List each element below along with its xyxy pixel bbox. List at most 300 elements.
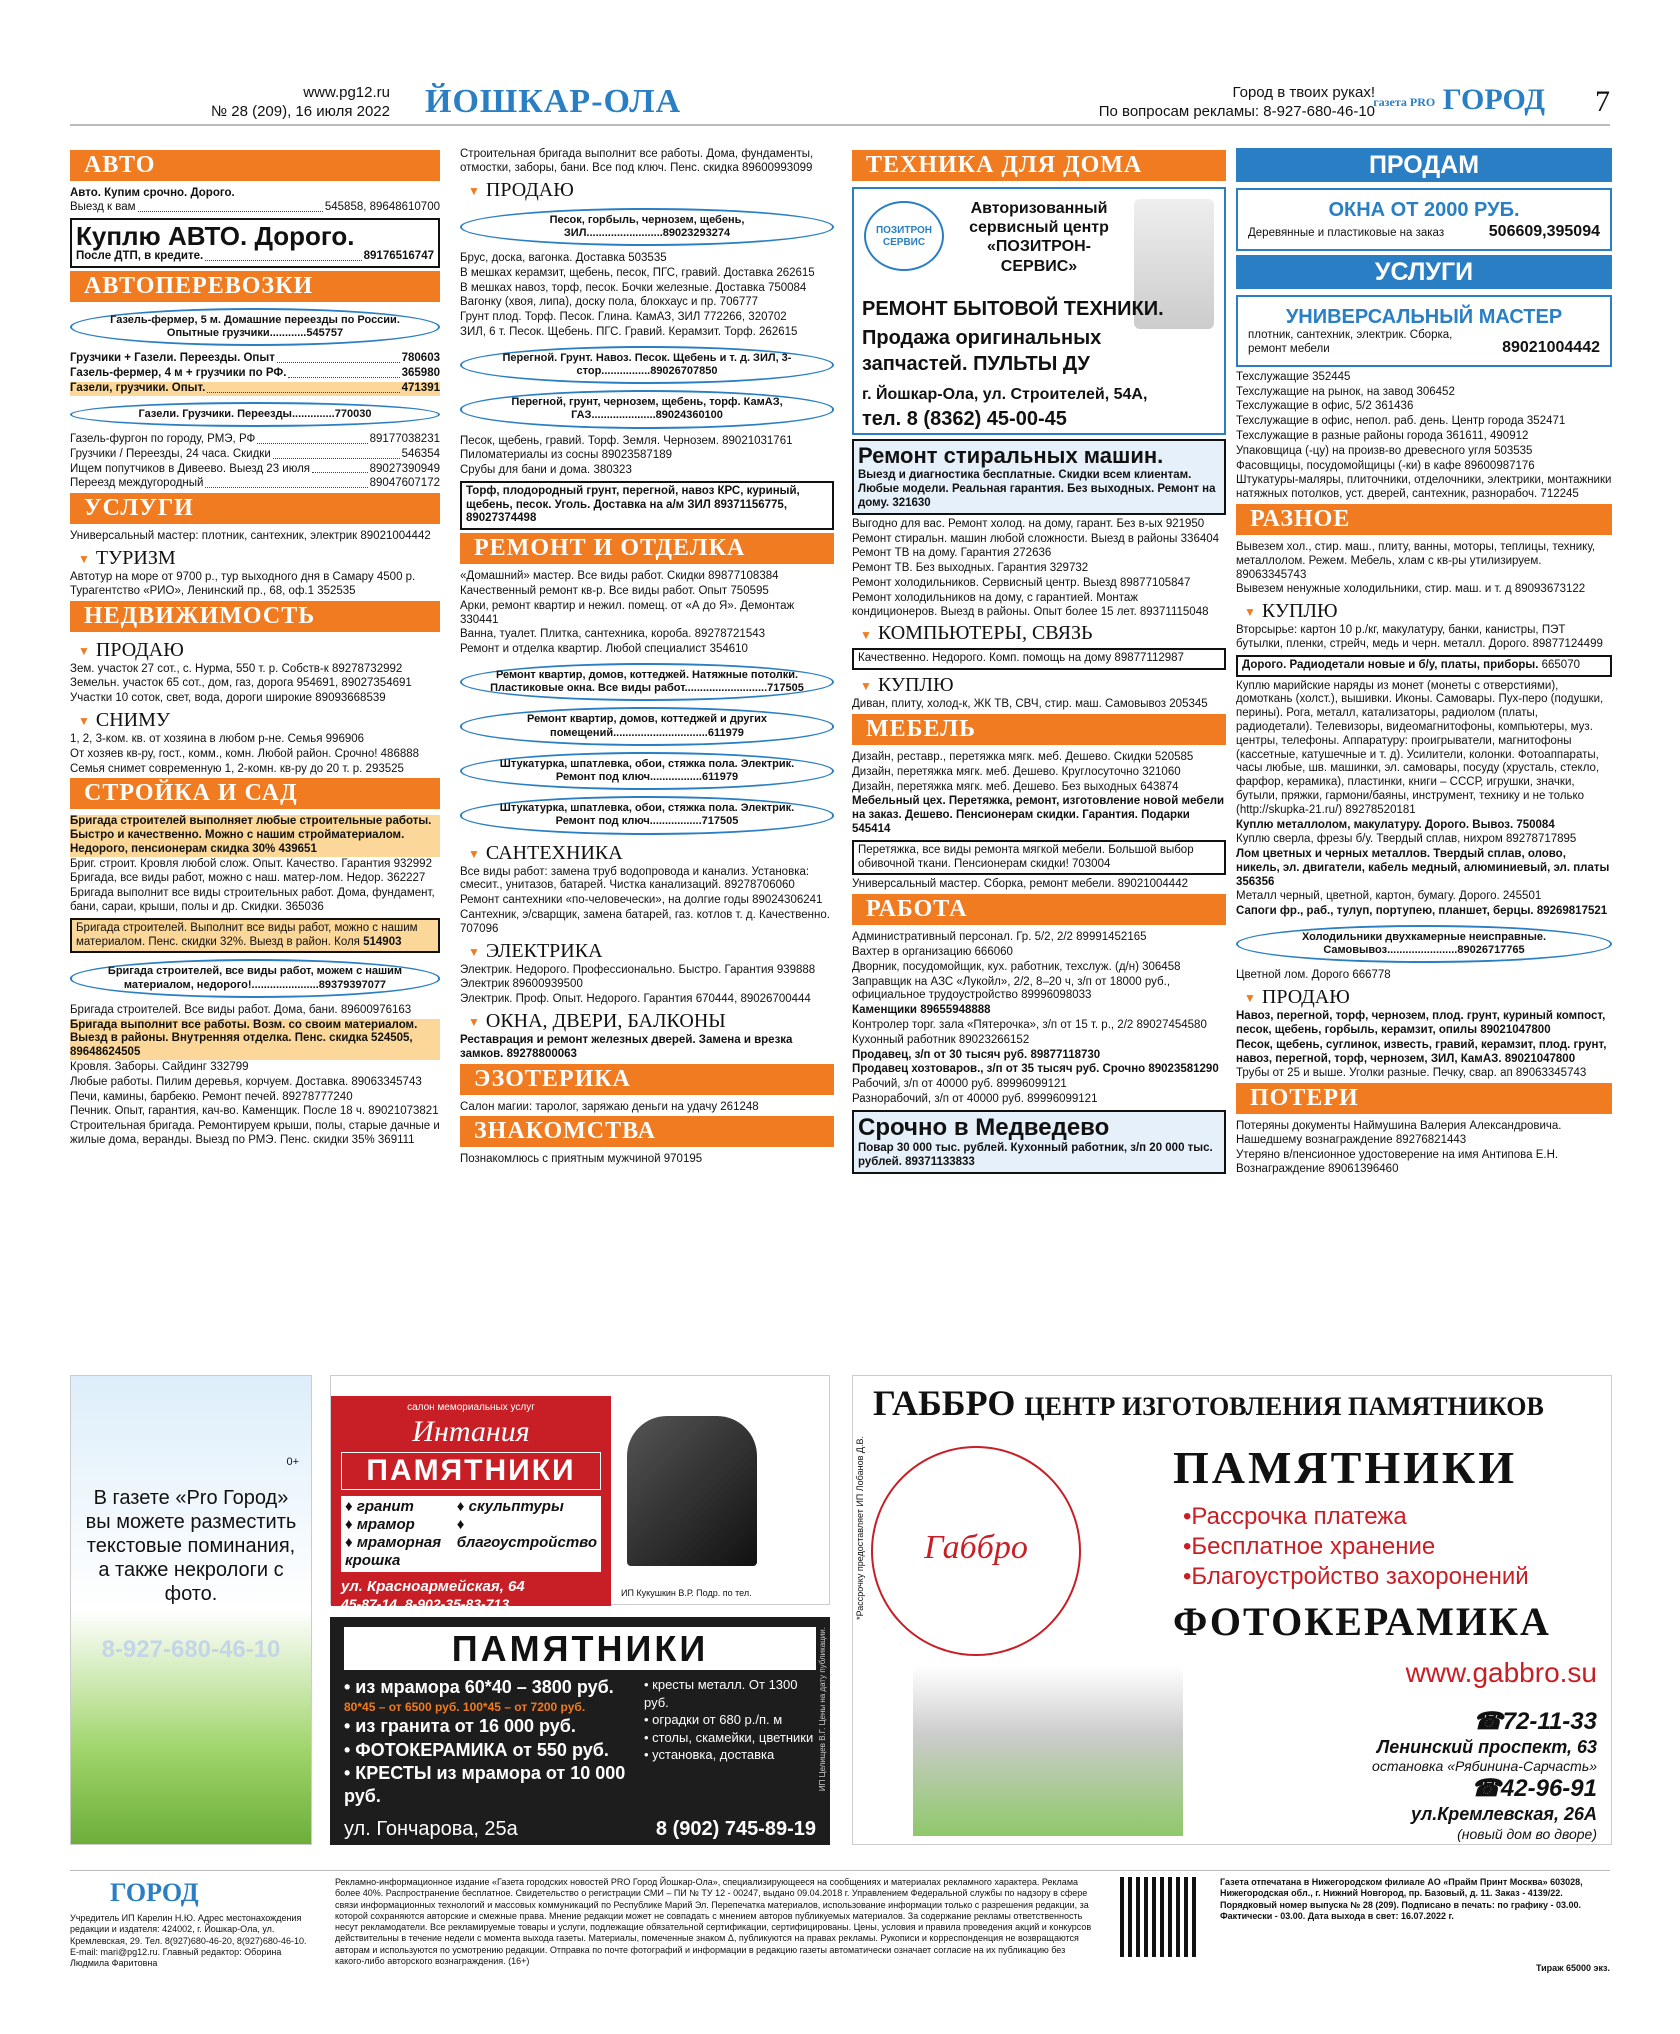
ad-phone: 921950 — [1165, 517, 1205, 530]
classified-ad — [460, 148, 834, 176]
gabbro-seal: Габбро — [871, 1446, 1081, 1656]
footer-legal: Рекламно-информационное издание «Газета городских новостей PRO Город Йошкар-Ола», специализирующееся на сообщениях и материалах рекламного характера. Реклама более 40%. Распространение бесплатное. Свидетельство о регистрации СМИ – ПИ № ТУ 12 - 00247, выдано 09.04.2018 г. Управлением Федеральной службы по надзору в сфере связи информационных технологий и массовых коммуникаций по Республике Марий Эл. Перепечатка материалов, использование информации только с разрешения редакции, за которой сохраняются авторские и смежные права. Мнение редакции может не совпадать с мнением авторов публикуемых материалов. За содержание рекламы ответственность несут рекламодатели. Все рекламируемые товары и услуги, подлежащие обязательной сертификации, сертифицированы. Цены, условия и правила проведения акций и конкурсов действительны в течение недели с момента выхода газеты. Материалы, помеченные знаком Δ, публикуются на правах рекламы. Рукописи и корреспонденция не возвращаются авторам и используются по усмотрению редакции. Отправка по почте фотографий и информации в редакцию газеты автоматически означает согласие на их публикацию без какого-либо авторского вознаграждения. (16+) — [335, 1877, 1092, 1966]
ad-text: Газель-фургон по городу, РМЭ, РФ — [70, 432, 256, 445]
oval-ad: Газели. Грузчики. Переезды..............770030 — [70, 402, 440, 427]
classified-ad — [852, 577, 1226, 591]
ad-phone: 89600976163 — [340, 1003, 412, 1016]
ad-text: Ремонт ТВ. Без выходных. Гарантия — [852, 562, 1047, 575]
pozitron-address: г. Йошкар-Ола, ул. Строителей, 54А, — [862, 386, 1148, 403]
oval-ad: Песок, горбыль, чернозем, щебень, ЗИЛ.........................89023293274 — [460, 208, 834, 246]
classified-ad — [460, 643, 834, 657]
ad-phone: 261248 — [720, 1100, 759, 1113]
ad-text: Бригада, все виды работ, можно с наш. матер-лом. Недор. — [70, 872, 384, 885]
ad-phone: 439651 — [278, 842, 317, 855]
classified-ad — [852, 946, 1226, 960]
classified-ad — [1236, 819, 1612, 833]
classified-ad — [460, 267, 834, 281]
classified-ad — [852, 931, 1226, 945]
classified-ad — [70, 887, 440, 915]
ad-phone: 45-87-14, 8-902-35-83-713 — [341, 1596, 510, 1612]
classified-ad — [1236, 541, 1612, 582]
intaliya-ad — [330, 1375, 830, 1612]
ad-phone: 89027454580 — [1136, 1018, 1207, 1031]
classified-ad — [70, 1004, 440, 1018]
ad-phone: 666778 — [1352, 969, 1391, 982]
ad-text: Газель-фермер, 4 м + грузчики по РФ. — [70, 367, 287, 380]
ad-phone: 545858, 89648610700 — [324, 200, 440, 213]
ad-text: Любые работы. Пилим деревья, корчуем. Доставка. — [70, 1075, 349, 1088]
ad-phone: 89278777240 — [282, 1090, 353, 1103]
classified-ad — [852, 961, 1226, 975]
pozitron-sales: Продажа оригинальных запчастей. ПУЛЬТЫ ДУ — [862, 327, 1102, 375]
ad-address: ул. Гончарова, 25а — [344, 1817, 518, 1840]
classified-ad — [460, 1153, 834, 1167]
ad-phone: 89063345743 — [1236, 568, 1307, 581]
ad-phone: 89023587189 — [601, 449, 672, 462]
ad-headline: ПАМЯТНИКИ — [344, 1627, 816, 1670]
ad-text: Административный персонал. Гр. 5/2, 2/2 — [852, 931, 1073, 944]
classified-ad — [852, 1078, 1226, 1092]
page-number: 7 — [1595, 85, 1610, 118]
ad-phone: 750595 — [730, 585, 769, 598]
pozitron-title: Авторизованный сервисный центр «ПОЗИТРОН-СЕРВИС» — [969, 200, 1109, 275]
ad-text: Кухонный работник — [852, 1033, 956, 1046]
classified-ad — [460, 252, 834, 266]
ad-text: Пиломатериалы из сосны — [460, 449, 599, 462]
ad-bullet: • из мрамора 60*40 – 3800 руб. — [344, 1677, 614, 1698]
classified-ad — [852, 795, 1226, 836]
pozitron-service: РЕМОНТ БЫТОВОЙ ТЕХНИКИ. — [862, 298, 1164, 320]
ad-text: Вахтер в организацию — [852, 945, 972, 958]
classified-ad — [70, 1105, 440, 1119]
ad-phone: 707096 — [460, 922, 499, 935]
ad-text: Строительная бригада. Ремонтируем крыши, полы, старые дачные и жилые дома, веранды. Выезд по РМЭ. Пенс. скидки 35% — [70, 1120, 440, 1147]
ad-bullet: ♦ гранит — [345, 1498, 414, 1515]
subsection-okna: ▼ ОКНА, ДВЕРИ, БАЛКОНЫ — [460, 1009, 834, 1033]
ad-phone: 89600987176 — [1464, 459, 1535, 472]
ad-headline: Куплю АВТО. Дорого. — [76, 220, 355, 251]
ad-text: Дорого. Радиодетали новые и б/у, платы, приборы. — [1242, 658, 1539, 671]
classified-ad — [70, 433, 440, 447]
ad-phone: 321060 — [1142, 765, 1181, 778]
ad-text: В мешках навоз, торф, песок. Бочки железные. Доставка — [460, 281, 765, 294]
ad-phone: 380323 — [593, 464, 632, 477]
ad-text: Лом цветных и черных металлов. Твердый сплав, олово, никель, эл. двигатели, кабель медный, алюминиевый, эл. платы — [1236, 848, 1610, 874]
gonch-pamyatniki-ad — [330, 1617, 830, 1845]
ad-phone: 666060 — [974, 945, 1013, 958]
ad-headline: УНИВЕРСАЛЬНЫЙ МАСТЕР — [1285, 306, 1563, 329]
header-meta — [120, 84, 390, 122]
subsection-prodayu: ▼ ПРОДАЮ — [1236, 985, 1612, 1009]
ad-text: Электрик — [460, 978, 510, 991]
ad-phone: 262615 — [776, 266, 815, 279]
subsection-kuplu: ▼ КУПЛЮ — [1236, 599, 1612, 623]
ad-phone: 89023581290 — [1148, 1063, 1219, 1076]
ad-phone: 780603 — [401, 352, 440, 365]
ad-text: Универсальный мастер. Сборка, ремонт мебели. — [852, 878, 1115, 891]
promo-phone: 8-927-680-46-10 — [101, 1636, 281, 1663]
page-header — [70, 82, 1610, 126]
classified-ad — [852, 592, 1226, 620]
classified-ad — [460, 909, 834, 937]
ad-text: Куплю сверла, фрезы б/у. Твердый сплав, нихром — [1236, 833, 1503, 846]
ad-phone: 89176516747 — [363, 250, 434, 263]
subsection-kuplu: ▼ КУПЛЮ — [852, 673, 1226, 697]
classified-ad — [460, 449, 834, 463]
ad-address: остановка «Рябинина-Сарчасть» — [1372, 1758, 1597, 1775]
ad-phone: 352535 — [317, 584, 356, 597]
ad-text: Грузчики + Газели. Переезды. Опыт — [70, 352, 275, 365]
classified-ad — [460, 993, 834, 1007]
ad-phone: 89278800063 — [506, 1047, 577, 1060]
ad-text: Срубы для бани и дома. — [460, 464, 591, 477]
uslugi-header: УСЛУГИ — [1236, 255, 1612, 289]
ad-text: Грунт плод. Торф. Песок. Глина. КамАЗ, ЗИЛ — [460, 311, 701, 324]
ad-text: Диван, плиту, холод-к, ЖК ТВ, СВЧ, стир. маш. Самовывоз — [852, 698, 1167, 711]
ad-text: Дворник, посудомойщик, кух. работник, техслуж. (д/н) — [852, 960, 1139, 973]
prodam-header: ПРОДАМ — [1236, 148, 1612, 182]
classified-ad — [852, 1019, 1226, 1033]
ad-headline: ПАМЯТНИКИ — [341, 1452, 601, 1490]
salon-label: салон мемориальных услуг — [407, 1402, 535, 1413]
classified-ad — [70, 448, 440, 462]
gabbro-ad — [852, 1375, 1612, 1845]
ad-text: плотник, сантехник, электрик. Сборка, ремонт мебели — [1248, 329, 1453, 355]
ad-text: Кровля. Заборы. Сайдинг — [70, 1061, 207, 1074]
ad-text: Выгодно для вас. Ремонт холод. на дому, гарант. Без в-ых — [852, 517, 1163, 530]
ad-text: Ищем попутчиков в Дивеево. Выезд 23 июля — [70, 462, 311, 475]
ad-text: Ванна, туалет. Плитка, сантехника, короба. — [460, 628, 692, 641]
section-stroyka: СТРОЙКА И САД — [70, 778, 440, 809]
ad-text: Песок, щебень, суглинок, известь, гравий, керамзит, плод. грунт, навоз, перегной, торф, чернозем, ЗИЛ, КамАЗ. — [1236, 1038, 1607, 1065]
ad-text: От хозяев кв-ру, гост., комм., комн. Любой район. Срочно! — [70, 747, 378, 760]
ad-address: Ленинский проспект, 63 — [1376, 1736, 1597, 1757]
classified-ad — [852, 533, 1226, 547]
ad-phone: 89877118730 — [1030, 1048, 1101, 1061]
ad-phone: 670444, 89026700444 — [695, 993, 811, 1006]
ad-phone: 750084 — [767, 281, 807, 294]
ad-phone: 365036 — [285, 901, 324, 914]
gabbro-tagline: ЦЕНТР ИЗГОТОВЛЕНИЯ ПАМЯТНИКОВ — [1024, 1392, 1544, 1421]
oval-ad: Штукатурка, шпатлевка, обои, стяжка пола. Электрик. Ремонт под ключ.................611979 — [460, 752, 834, 790]
ad-phone: 89093673122 — [1514, 583, 1586, 596]
ad-text: Упаковщица (-цу) на произв-во древесного угля — [1236, 444, 1491, 457]
ad-text: Выезд и диагностика бесплатные. Скидки всем клиентам. Любые модели. Реальная гарантия. Без выходных. Ремонт на дому. — [858, 469, 1216, 509]
classified-ad — [460, 964, 834, 978]
classified-ad — [70, 733, 440, 747]
ad-phone: 352445 — [1312, 370, 1351, 383]
ad-disclaimer: *Рассрочку предоставляет ИП Лобанов Д.В. — [855, 1436, 865, 1620]
ad-phone: 89024306241 — [752, 894, 823, 907]
classified-ad — [460, 311, 834, 325]
ad-text: Ремонт сантехники «по-человечески», на долгие годы — [460, 894, 749, 907]
pozitron-ad — [852, 187, 1226, 435]
section-perevozki: АВТОПЕРЕВОЗКИ — [70, 271, 440, 302]
ad-text: Автотур на море от 9700 р., тур выходного дня в Самару 4500 р. Турагентство «РИО», Ленинский пр., 68, оф.1 — [70, 570, 416, 597]
classified-ad — [460, 1034, 834, 1062]
salon-name: Интания — [412, 1415, 530, 1448]
section-mebel: МЕБЕЛЬ — [852, 714, 1226, 745]
ad-bullet: • кресты металл. От 1300 руб. — [644, 1677, 798, 1710]
ad-bullet: • столы, скамейки, цветники — [644, 1729, 814, 1745]
ad-bullet: ♦ мраморная крошка — [345, 1534, 442, 1569]
classified-ad — [70, 463, 440, 477]
ad-text: Повар 30 000 тыс. рублей. Кухонный работник, з/п 20 000 тыс. рублей. — [858, 1142, 1213, 1169]
classified-ad — [460, 570, 834, 584]
ad-text: Техслужащие — [1236, 370, 1309, 383]
ad-text: Электрик. Проф. Опыт. Недорого. Гарантия — [460, 993, 693, 1006]
classified-ad — [1236, 848, 1612, 889]
classified-ad — [1236, 415, 1612, 429]
ad-phone: 89093668539 — [315, 692, 386, 705]
classified-ad — [70, 748, 440, 762]
ad-phone: 89269817521 — [1536, 905, 1608, 918]
classified-ad — [460, 296, 834, 310]
section-rabota: РАБОТА — [852, 894, 1226, 925]
ad-phone: 506609,395094 — [1488, 223, 1600, 240]
promo-text: В газете «Pro Город» вы можете разместить текстовые поминания, а также некрологи с фото. — [85, 1487, 297, 1605]
ad-text: Все виды работ: замена труб водопровода и канализ. Установка: смесит., унитазов, батарей. Чистка канализаций. — [460, 865, 810, 892]
classified-ad — [1236, 445, 1612, 459]
classified-ad — [852, 766, 1226, 780]
ad-phone: 356356 — [1236, 875, 1275, 888]
ad-address: ул. Красноармейская, 64 — [341, 1578, 525, 1595]
boxed-ad — [852, 648, 1226, 670]
ad-phone: 369111 — [377, 1134, 415, 1147]
ad-text: Универсальный мастер: плотник, сантехник, электрик — [70, 530, 358, 543]
ad-phone: ☎72-11-33 — [1472, 1708, 1597, 1735]
ad-phone: 89278732992 — [331, 662, 403, 675]
ad-text: Дизайн, реставр., перетяжка мягк. меб. Дешево. Скидки — [852, 750, 1152, 763]
ad-text: Бриг. строит. Кровля любой слож. Опыт. Качество. Гарантия — [70, 857, 391, 870]
ad-phone: 262615 — [759, 325, 798, 338]
ad-text: Бригада строителей. Выполнит все виды работ, можно с нашим материалом. Пенс. скидки 32%. Выезд в район. Коля — [76, 921, 418, 948]
ad-text: Газели, грузчики. Опыт. — [70, 381, 206, 394]
okna-ad — [1236, 188, 1612, 251]
classified-ad — [852, 547, 1226, 561]
classified-ad — [70, 382, 440, 396]
ad-text: Вагонку (хвоя, липа), доску пола, блокхаус и пр. — [460, 296, 717, 309]
qr-code — [1120, 1877, 1200, 1957]
ad-address: ул.Кремлевская, 26А — [1411, 1803, 1597, 1824]
ad-bullet: • установка, доставка — [644, 1747, 775, 1763]
ad-phone: 89278520181 — [1345, 803, 1416, 816]
ad-phone: 336404 — [1180, 532, 1220, 545]
boxed-ad — [70, 918, 440, 954]
master-ad — [1236, 295, 1612, 367]
ad-phone: 361436 — [1374, 400, 1414, 413]
ad-site[interactable]: www.gabbro.su — [1405, 1657, 1597, 1688]
ad-phone: 665070 — [1541, 658, 1580, 671]
boxed-ad — [70, 218, 440, 268]
oval-ad: Штукатурка, шпатлевка, обои, стяжка пола. Электрик. Ремонт под ключ.................717505 — [460, 796, 834, 834]
ad-phone: 89996098033 — [1021, 989, 1092, 1002]
ad-text: Техслужащие на рынок, на завод — [1236, 385, 1414, 398]
classified-ad — [852, 781, 1226, 795]
ad-phone: 89021031761 — [722, 434, 793, 447]
ad-text: Бригада строителей. Все виды работ. Дома, бани. — [70, 1003, 338, 1016]
classified-ad — [460, 600, 834, 628]
subsection-snimu: ▼ СНИМУ — [70, 708, 440, 732]
oval-ad: Ремонт квартир, домов, коттеджей. Натяжные потолки. Пластиковые окна. Все виды работ...........................717505 — [460, 663, 834, 701]
classified-ad — [1236, 400, 1612, 414]
column-2 — [460, 148, 834, 1168]
section-remont: РЕМОНТ И ОТДЕЛКА — [460, 533, 834, 564]
classified-ad — [1236, 680, 1612, 818]
ad-phone: 352471 — [1526, 415, 1566, 428]
section-tehnika: ТЕХНИКА ДЛЯ ДОМА — [852, 150, 1226, 181]
classified-ad — [70, 367, 440, 381]
memorial-image — [913, 1666, 1183, 1836]
classified-ad — [1236, 1010, 1612, 1038]
classified-ad — [852, 1093, 1226, 1107]
ad-phone: 89991452165 — [1076, 931, 1147, 944]
ad-bullet: • из гранита от 16 000 руб. — [344, 1716, 576, 1737]
site-link[interactable]: www.pg12.ru — [303, 84, 390, 101]
ad-text: Потеряны документы Наймушина Валерия Александровича. Нашедшему вознаграждение — [1236, 1120, 1562, 1147]
classified-ad — [70, 571, 440, 599]
ad-phone: 205345 — [1169, 698, 1208, 711]
ad-phone: 939888 — [776, 963, 816, 976]
classified-ad — [1236, 969, 1612, 983]
ad-phone: 89877105847 — [1119, 576, 1191, 589]
ad-phone: 89027390949 — [369, 462, 440, 475]
ad-text: Торф, плодородный грунт, перегной, навоз КРС, куриный, щебень, песок. Уголь. Доставка на а/м ЗИЛ — [466, 484, 800, 511]
ad-text: Фасовщицы, посудомойщицы (-ки) в кафе — [1236, 459, 1462, 472]
ad-text: Переезд междугородный — [70, 477, 204, 490]
ad-text: Вторсырье: картон 10 р./кг, макулатуру, банки, канистры, ПЭТ бутылки, пленки, стрейч, медь и черн. металл. Дорого. — [1236, 624, 1566, 650]
classified-ad — [70, 477, 440, 491]
section-ezoterika: ЭЗОТЕРИКА — [460, 1064, 834, 1095]
ad-text: Зем. участок 27 сот., с. Нурма, 550 т. р. Собств-к — [70, 662, 329, 675]
ad-phone: 471391 — [401, 381, 440, 394]
ad-phone: 89996099121 — [996, 1078, 1067, 1091]
ad-text: ЗИЛ, 6 т. Песок. Щебень. ПГС. Гравий. Керамзит. Торф. — [460, 325, 756, 338]
ad-text: Дизайн, перетяжка мягк. меб. Дешево. Круглосуточно — [852, 765, 1140, 778]
ad-phone: 703004 — [1072, 857, 1111, 870]
ad-text: Качественный ремонт кв-р. Все виды работ. Опыт — [460, 585, 728, 598]
section-poteri: ПОТЕРИ — [1236, 1083, 1612, 1114]
ad-text: Качественно. Недорого. Комп. помощь на дому — [858, 652, 1112, 665]
ad-text: Электрик. Недорого. Профессионально. Быстро. Гарантия — [460, 963, 774, 976]
classified-ad — [1236, 905, 1612, 919]
ad-text: Куплю марийские наряды из монет (монеты с отверстиями), домоткань (холст.), вышивки. Иконы. Самовары. Пух-перо (подушки, перины). Рога, металл, катализаторы, радиолом (платы, радиодетали). Телевизоры, видеомагнитофоны, компьютеры, муз. центры, телефоны. Аппаратуру: проигрыватели, магнитофоны (кассетные, катушечные и т. д). Усилители, колонки. Фотоаппараты, часы любые, шв. машинки, эл. самовары, посуду (хрусталь, стекло, фарфор, керамика), пластинки, книги – СССР, игрушки, значки, бутыли, пряжки, гармони/баяны, инструмент, технику и не только (http://skupka-21.ru/) — [1236, 679, 1604, 816]
classified-ad — [1236, 1149, 1612, 1177]
ad-text: Земельн. участок 65 сот., дом, газ, дорога — [70, 677, 294, 690]
ad-text: Куплю металлолом, макулатуру. Дорого. Вывоз. — [1236, 818, 1514, 831]
ad-phone: 89021004442 — [1117, 878, 1188, 891]
classified-ad — [460, 1101, 834, 1115]
classified-ad — [852, 1034, 1226, 1048]
classified-ad — [1236, 890, 1612, 904]
classified-ad — [70, 663, 440, 677]
classified-ad — [460, 464, 834, 478]
oval-ad: Перегной, грунт, чернозем, щебень, торф. КамАЗ, ГАЗ.....................89024360100 — [460, 390, 834, 428]
classified-ad — [460, 894, 834, 908]
ad-phone: 712245 — [1540, 488, 1579, 501]
classified-ad — [1236, 430, 1612, 444]
column-4 — [1236, 148, 1612, 1177]
classified-ad — [852, 562, 1226, 576]
classified-ad — [70, 1091, 440, 1105]
pozitron-logo: ПОЗИТРОН СЕРВИС — [864, 201, 944, 271]
subsection-prodayu: ▼ ПРОДАЮ — [460, 178, 834, 202]
ad-phone: 89371156775, 89027374498 — [466, 498, 788, 525]
ad-text: Металл черный, цветной, картон, бумагу. Дорого. — [1236, 890, 1500, 903]
pro-gorod-logo — [1373, 82, 1545, 118]
classified-ad — [70, 858, 440, 872]
pozhdenie-promo — [70, 1375, 312, 1845]
subsection-komputery: ▼ КОМПЬЮТЕРЫ, СВЯЗЬ — [852, 621, 1226, 645]
logo-small: газета PRO — [1373, 95, 1436, 110]
gabbro-brand: ГАББРО — [873, 1383, 1016, 1423]
ad-phone: 329732 — [1049, 562, 1089, 575]
classified-ad — [1236, 460, 1612, 474]
ad-phone: 486888 — [380, 747, 420, 760]
logo-text: ГОРОД — [1442, 83, 1545, 116]
ad-text: Песок, щебень, гравий. Торф. Земля. Чернозем. — [460, 434, 719, 447]
ad-text: Каменщики — [852, 1004, 918, 1017]
ad-headline: ОКНА ОТ 2000 РУБ. — [1328, 199, 1520, 221]
classified-ad — [70, 763, 440, 777]
ad-bullet: ♦ мрамор — [345, 1516, 415, 1533]
boxed-ad — [460, 481, 834, 530]
footer-imprint: Учредитель ИП Карелин Н.Ю. Адрес местонахождения редакции и издателя: 424002, г. Йошкар-Ола, ул. Кремлевская, 29. Тел. 8(927)680-46-20, 8(927)680-46-10. E-mail: mari@pg12.ru. Главный редактор: Оборина Людмила Фаритовна — [70, 1913, 307, 1968]
classified-ad — [852, 698, 1226, 712]
ad-text: Авто. Купим срочно. Дорого. — [70, 187, 235, 199]
ad-text: Сапоги фр., раб., тулуп, портупею, планшет, берцы. — [1236, 905, 1534, 918]
ad-text: Техслужащие в офис, непол. раб. день. Центр города — [1236, 415, 1524, 428]
ad-phone: 293525 — [365, 762, 404, 775]
foto-headline: ФОТОКЕРАМИКА — [1173, 1599, 1551, 1644]
classified-ad — [460, 282, 834, 296]
oval-ad: Холодильники двухкамерные неисправные. Самовывоз.......................89026717765 — [1236, 925, 1612, 963]
classified-ad — [460, 866, 834, 894]
ad-phone: 520585 — [1154, 750, 1194, 763]
oval-ad: Бригада строителей, все виды работ, можем с нашим материалом, недорого!......................89379397077 — [70, 959, 440, 997]
ad-phone: 89021004442 — [1502, 338, 1600, 356]
ad-phone: 306458 — [1142, 960, 1181, 973]
ad-phone: 89276821443 — [1395, 1134, 1467, 1147]
ad-text: Контролер торг. зала «Пятерочка», з/п от 15 т. р., 2/2 — [852, 1018, 1134, 1031]
footer-tirazh: Тираж 65000 экз. — [1535, 1963, 1610, 1973]
ad-phone: 89877112987 — [1114, 652, 1184, 665]
ad-disclaimer: ИП Кукушкин В.Р. Подр. по тел. — [621, 1588, 752, 1598]
ad-phone: 89023266152 — [958, 1033, 1030, 1046]
ad-phone: 365980 — [401, 367, 440, 380]
ad-phone: 89655948888 — [920, 1004, 991, 1017]
ad-phone: 89047607172 — [369, 477, 440, 490]
ad-text: Мебельный цех. Перетяжка, ремонт, изготовление новой мебели на заказ. Дешево. Пенсионерам скидки. Гарантия. Подарки — [852, 795, 1225, 822]
ad-phone: 89021073821 — [368, 1105, 439, 1118]
classified-ad — [852, 1063, 1226, 1077]
classified-ad — [70, 352, 440, 366]
header-slogan — [1099, 84, 1375, 122]
ad-phone: 996906 — [325, 732, 365, 745]
ad-text: Цветной лом. Дорого — [1236, 969, 1350, 982]
ad-headline: Ремонт стиральных машин. — [858, 443, 1164, 468]
ad-bullet: •Рассрочка платежа — [1183, 1503, 1407, 1530]
oval-ad: Газель-фермер, 5 м. Домашние переезды по России. Опытные грузчики............545757 — [70, 308, 440, 346]
ad-phone: 89063345743 — [1515, 1067, 1587, 1080]
footer-logo: ГОРОД — [110, 1878, 199, 1907]
classified-ad — [1236, 386, 1612, 400]
tombstone-image — [627, 1416, 757, 1566]
ad-text: Строительная бригада выполнит все работы. Дома, фундаменты, отмостки, заборы, бани. Все под ключ. Пенс. скидка — [460, 148, 814, 174]
intaliya-band — [331, 1396, 611, 1612]
column-1 — [70, 148, 440, 1149]
ad-text: Вывезем ненужные холодильники, стир. маш. и т. д — [1236, 583, 1512, 596]
